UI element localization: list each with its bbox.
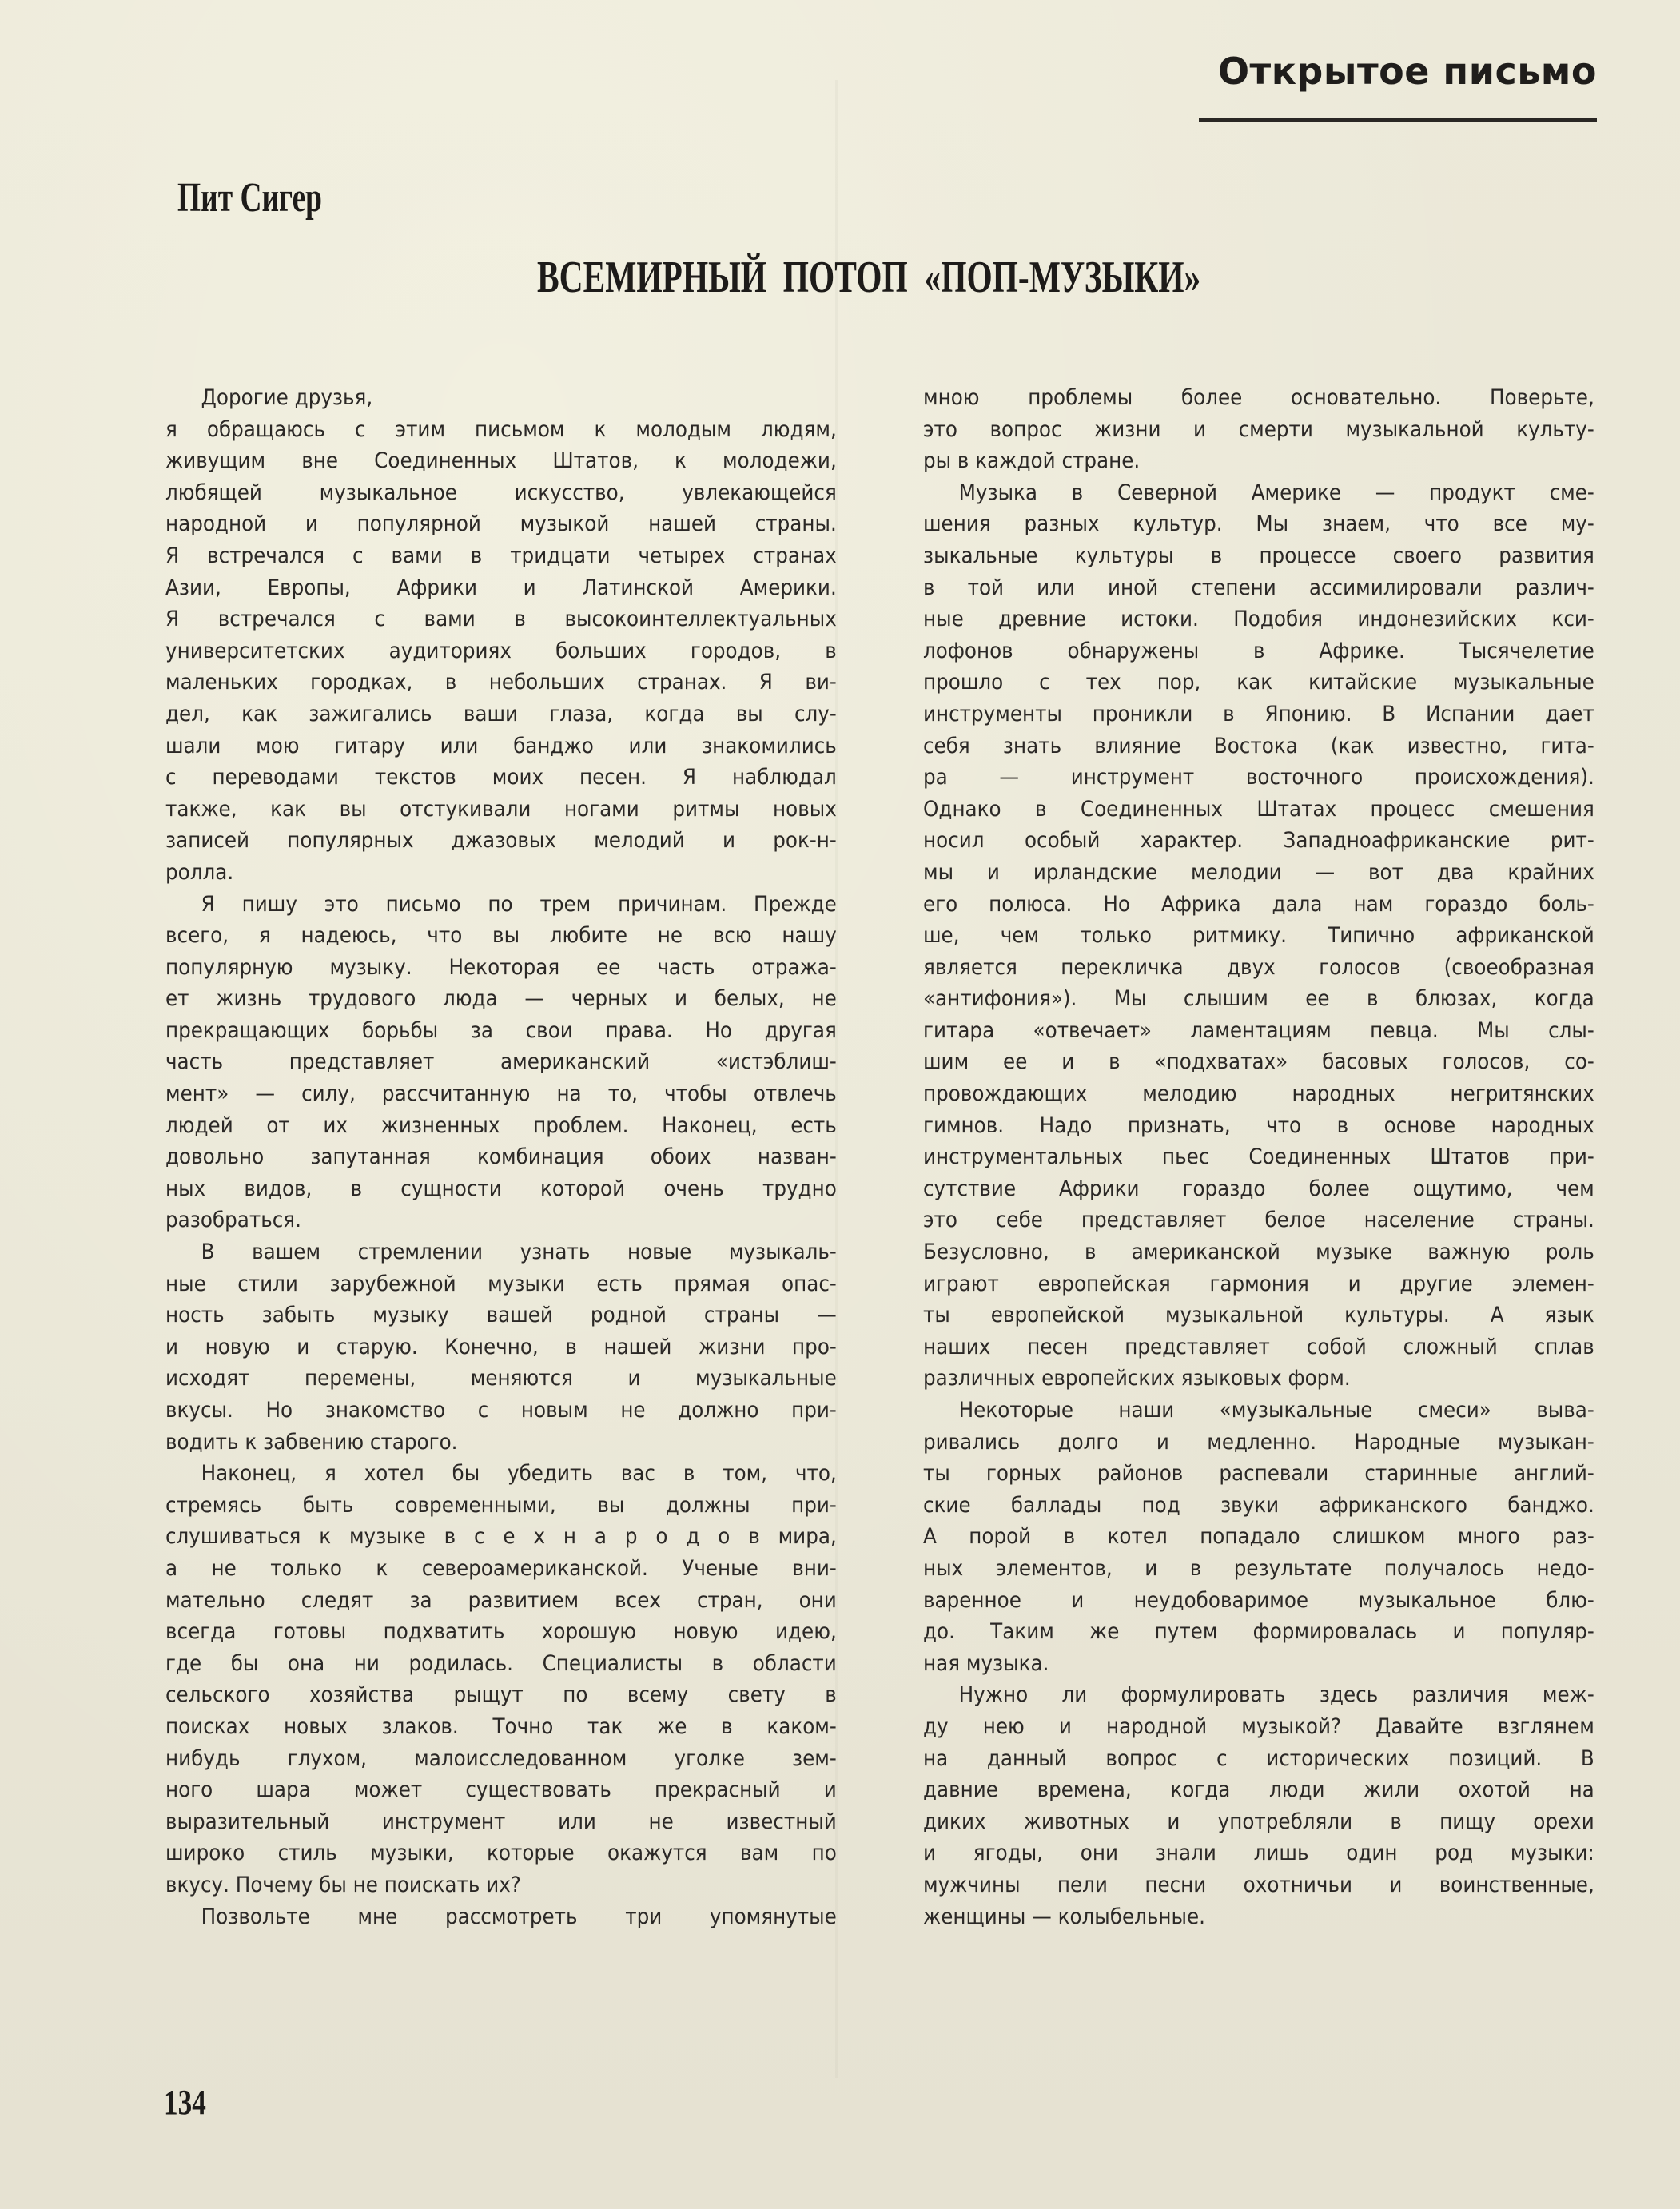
text-line: Позвольте мне рассмотреть три упомянутые	[201, 1904, 837, 1929]
text-line: себя знать влияние Востока (как известно, гита-	[923, 733, 1594, 758]
text-line: записей популярных джазовых мелодий и рок-н-	[165, 828, 837, 854]
text-line: часть представляет американский «истэблиш-	[165, 1049, 837, 1075]
text-line: ты горных районов распевали старинные англий-	[923, 1461, 1594, 1487]
text-line: и новую и старую. Конечно, в нашей жизни про-	[165, 1334, 837, 1359]
article-title: ВСЕМИРНЫЙ ПОТОП «ПОП-МУЗЫКИ»	[537, 253, 1201, 302]
text-line: лофонов обнаружены в Африке. Тысячелетие	[923, 638, 1594, 663]
text-line: ду нею и народной музыкой? Давайте взглянем	[923, 1713, 1594, 1739]
text-line: наших песен представляет собой сложный сплав	[923, 1334, 1594, 1359]
text-line: где бы она ни родилась. Специалисты в области	[165, 1650, 837, 1676]
text-line: Безусловно, в американской музыке важную роль	[923, 1240, 1594, 1265]
text-line: живущим вне Соединенных Штатов, к молодежи,	[165, 448, 837, 474]
text-line: на данный вопрос с исторических позиций. В	[923, 1745, 1594, 1771]
text-line: Я встречался с вами в высокоинтеллектуальных	[165, 607, 837, 632]
text-line: носил особый характер. Западноафриканские рит-	[923, 828, 1594, 854]
text-line: ная музыка.	[923, 1650, 1049, 1676]
text-line: Некоторые наши «музыкальные смеси» выва-	[958, 1398, 1594, 1423]
text-line: ривались долго и медленно. Народные музыкан-	[923, 1429, 1594, 1455]
text-line: А порой в котел попадало слишком много раз-	[923, 1524, 1594, 1550]
text-line: ные стили зарубежной музыки есть прямая опас-	[165, 1271, 837, 1296]
text-line: мужчины пели песни охотничьи и воинственные,	[923, 1872, 1594, 1897]
text-line: дел, как зажигались ваши глаза, когда вы слу-	[165, 701, 837, 726]
text-line: инструментальных пьес Соединенных Штатов при-	[923, 1144, 1594, 1170]
text-line: Дорогие друзья,	[201, 385, 373, 410]
text-line: Наконец, я хотел бы убедить вас в том, что,	[201, 1461, 837, 1487]
text-line: шения разных культур. Мы знаем, что все му-	[923, 511, 1594, 537]
text-line: это вопрос жизни и смерти музыкальной культу-	[923, 416, 1594, 442]
text-line: играют европейская гармония и другие элемен-	[923, 1271, 1594, 1296]
text-line: мент» — силу, рассчитанную на то, чтобы отвлечь	[165, 1081, 837, 1107]
text-line: людей от их жизненных проблем. Наконец, есть	[165, 1112, 837, 1138]
text-line: водить к забвению старого.	[165, 1429, 458, 1455]
page-number: 134	[164, 2083, 206, 2122]
text-line: давние времена, когда люди жили охотой на	[923, 1777, 1594, 1803]
text-line: вкусу. Почему бы не поискать их?	[165, 1872, 521, 1897]
text-line: слушиваться к музыке в с е х н а р о д о в мира,	[165, 1524, 837, 1550]
text-line: народной и популярной музыкой нашей страны.	[165, 511, 837, 537]
text-line: различных европейских языковых форм.	[923, 1366, 1351, 1391]
text-line: довольно запутанная комбинация обоих назван-	[165, 1144, 837, 1170]
text-line: является перекличка двух голосов (своеобразная	[923, 954, 1594, 980]
text-line: маленьких городках, в небольших странах. Я ви-	[165, 670, 837, 695]
text-line: а не только к североамериканской. Ученые вни-	[165, 1555, 837, 1581]
text-line: университетских аудиториях больших городов, в	[165, 638, 837, 663]
text-line: шим ее и в «подхватах» басовых голосов, со-	[923, 1049, 1594, 1075]
text-line: выразительный инструмент или не известный	[165, 1809, 837, 1834]
text-line: вкусы. Но знакомство с новым не должно при-	[165, 1398, 837, 1423]
text-line: ролла.	[165, 859, 234, 885]
text-line: ных видов, в сущности которой очень трудно	[165, 1176, 837, 1201]
text-line: Однако в Соединенных Штатах процесс смешения	[923, 796, 1594, 822]
text-line: популярную музыку. Некоторая ее часть отража-	[165, 954, 837, 980]
text-line: ра — инструмент восточного происхождения).	[923, 765, 1594, 790]
text-line: стремясь быть современными, вы должны при-	[165, 1492, 837, 1518]
text-line: широко стиль музыки, которые окажутся вам по	[165, 1841, 837, 1866]
article-author: Пит Сигер	[177, 175, 323, 221]
text-line: исходят перемены, меняются и музыкальные	[165, 1366, 837, 1391]
text-line: поисках новых злаков. Точно так же в каком-	[165, 1713, 837, 1739]
text-column-right	[923, 382, 1594, 1932]
text-line: зыкальные культуры в процессе своего развития	[923, 543, 1594, 568]
text-line: провождающих мелодию народных негритянских	[923, 1081, 1594, 1107]
text-line: всего, я надеюсь, что вы любите не всю нашу	[165, 923, 837, 949]
text-line: ность забыть музыку вашей родной страны —	[165, 1303, 837, 1328]
text-column-left	[165, 382, 837, 1932]
text-line: разобраться.	[165, 1208, 301, 1233]
text-line: варенное и неудобоваримое музыкальное блю-	[923, 1587, 1594, 1613]
text-line: и ягоды, они знали лишь один род музыки:	[923, 1841, 1594, 1866]
text-line: Я встречался с вами в тридцати четырех странах	[165, 543, 837, 568]
text-line: мательно следят за развитием всех стран, они	[165, 1587, 837, 1613]
text-line: женщины — колыбельные.	[923, 1904, 1205, 1929]
text-line: мною проблемы более основательно. Поверьте,	[923, 385, 1594, 410]
text-line: Я пишу это письмо по трем причинам. Прежде	[201, 891, 837, 917]
text-line: гитара «отвечает» ламентациям певца. Мы слы-	[923, 1017, 1594, 1043]
text-line: в той или иной степени ассимилировали различ-	[923, 575, 1594, 600]
text-line: инструменты проникли в Японию. В Испании дает	[923, 701, 1594, 726]
text-line: Азии, Европы, Африки и Латинской Америки.	[165, 575, 837, 600]
text-line: диких животных и употребляли в пищу орехи	[923, 1809, 1594, 1834]
text-line: это себе представляет белое население страны.	[923, 1208, 1594, 1233]
text-line: гимнов. Надо признать, что в основе народных	[923, 1112, 1594, 1138]
text-line: шали мою гитару или банджо или знакомились	[165, 733, 837, 758]
text-line: любящей музыкальное искусство, увлекающейся	[165, 480, 837, 505]
text-line: ские баллады под звуки африканского банджо.	[923, 1492, 1594, 1518]
text-line: В вашем стремлении узнать новые музыкаль-	[201, 1240, 837, 1265]
text-line: прошло с тех пор, как китайские музыкальные	[923, 670, 1594, 695]
text-line: Нужно ли формулировать здесь различия меж-	[958, 1682, 1594, 1708]
text-line: ные древние истоки. Подобия индонезийских кси-	[923, 607, 1594, 632]
text-line: «антифония»). Мы слышим ее в блюзах, когда	[923, 986, 1594, 1012]
text-line: его полюса. Но Африка дала нам гораздо боль-	[923, 891, 1594, 917]
text-line: нибудь глухом, малоисследованном уголке зем-	[165, 1745, 837, 1771]
section-label: Открытое письмо	[1217, 50, 1597, 93]
text-line: сельского хозяйства рыщут по всему свету в	[165, 1682, 837, 1708]
text-line: всегда готовы подхватить хорошую новую идею,	[165, 1619, 837, 1645]
text-line: до. Таким же путем формировалась и популяр-	[923, 1619, 1594, 1645]
text-line: ты европейской музыкальной культуры. А язык	[923, 1303, 1594, 1328]
text-line: с переводами текстов моих песен. Я наблюдал	[165, 765, 837, 790]
text-line: ше, чем только ритмику. Типично африканской	[923, 923, 1594, 949]
text-line: ры в каждой стране.	[923, 448, 1141, 474]
text-line: мы и ирландские мелодии — вот два крайних	[923, 859, 1594, 885]
section-underline	[1199, 118, 1597, 122]
text-line: также, как вы отстукивали ногами ритмы новых	[165, 796, 837, 822]
text-line: Музыка в Северной Америке — продукт сме-	[958, 480, 1594, 505]
text-line: ного шара может существовать прекрасный и	[165, 1777, 837, 1803]
text-line: сутствие Африки гораздо более ощутимо, чем	[923, 1176, 1594, 1201]
text-line: прекращающих борьбы за свои права. Но другая	[165, 1017, 837, 1043]
text-line: ных элементов, и в результате получалось недо-	[923, 1555, 1594, 1581]
text-line: ет жизнь трудового люда — черных и белых, не	[165, 986, 837, 1012]
text-line: я обращаюсь с этим письмом к молодым людям,	[165, 416, 837, 442]
